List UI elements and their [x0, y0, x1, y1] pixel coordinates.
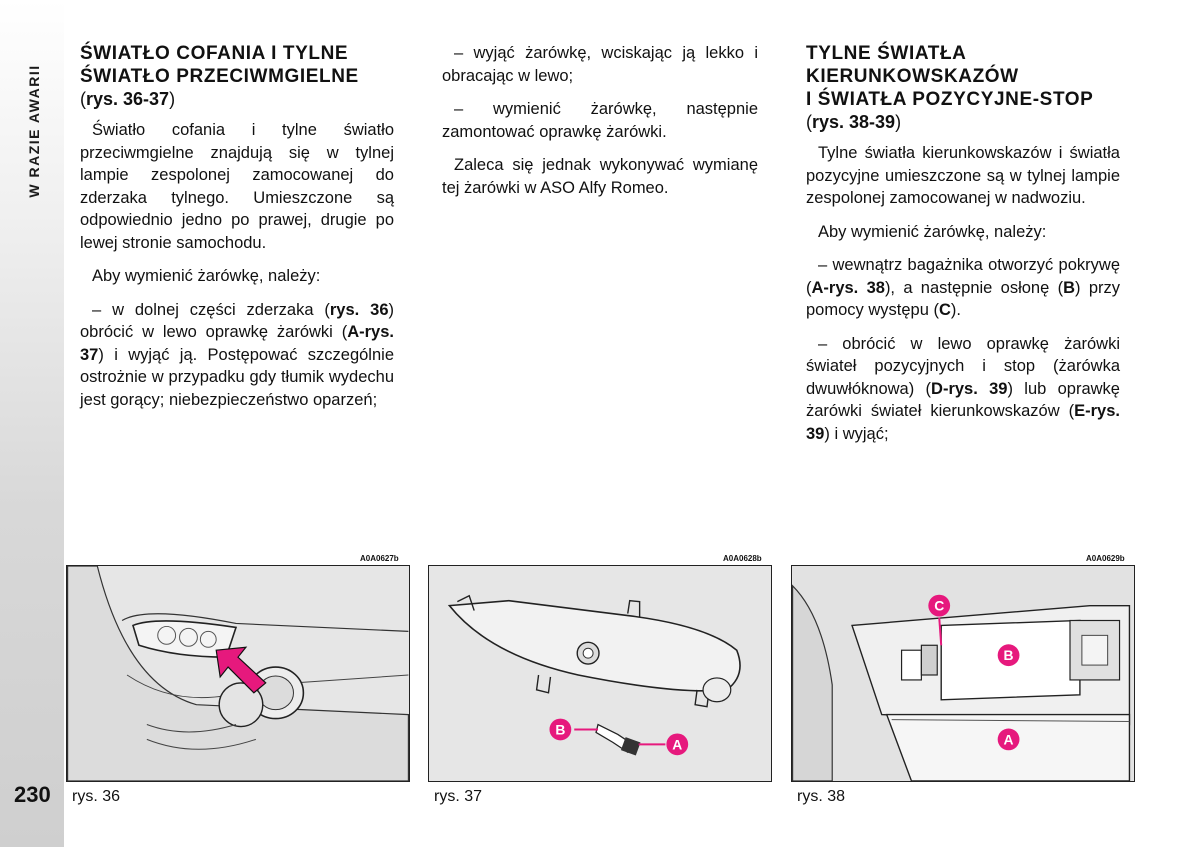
paragraph: – w dolnej części zderzaka (rys. 36) obrócić w lewo oprawkę żarówki (A-rys. 37) i wyjąć ją. Postępować szczególnie ostrożnie w przypadku gdy tłumik wydechu jest gorący; niebezpieczeństwo oparzeń;: [80, 300, 394, 409]
svg-text:A: A: [672, 736, 683, 753]
svg-text:B: B: [555, 721, 566, 738]
paragraph: Aby wymienić żarówkę, należy:: [818, 222, 1047, 241]
heading-figure-ref: rys. 36-37: [86, 89, 170, 109]
paragraph: Tylne światła kierunkowskazów i światła pozycyjne umieszczone są w tylnej lampie zespolonej zamocowanej w nadwoziu.: [806, 144, 1120, 207]
figure-ref: D-rys. 39: [931, 379, 1008, 398]
figure-code: A0A0627b: [360, 554, 399, 563]
bumper-illustration: [67, 566, 409, 781]
figure-rys-36: [66, 565, 410, 782]
figure-ref: rys. 36: [329, 300, 389, 319]
paragraph: – wymienić żarówkę, następnie zamontować oprawkę żarówki.: [442, 100, 758, 141]
callout-b: [998, 644, 1020, 666]
section-label: W RAZIE AWARII: [26, 64, 42, 198]
svg-text:C: C: [934, 597, 945, 614]
figure-caption: rys. 37: [434, 788, 483, 805]
trunk-illustration: [792, 566, 1134, 781]
heading-figure-ref: rys. 38-39: [812, 112, 896, 132]
callout-c: [928, 595, 950, 617]
lamp-housing-illustration: [429, 566, 771, 781]
svg-text:A: A: [1003, 731, 1014, 748]
column-1: [80, 42, 394, 422]
figure-ref: E-rys. 39: [806, 402, 1120, 443]
column-2: [442, 42, 758, 210]
sidebar: [0, 0, 64, 847]
figure-ref: A-rys. 38: [811, 278, 885, 297]
svg-text:B: B: [1003, 647, 1014, 664]
figure-caption: rys. 36: [72, 788, 121, 805]
section-heading-1: ŚWIATŁO COFANIA I TYLNE ŚWIATŁO PRZECIWMGIELNE (rys. 36-37): [80, 43, 359, 109]
figure-caption: rys. 38: [797, 788, 846, 805]
callout-b: [549, 719, 571, 741]
figure-rys-37: [428, 565, 772, 782]
figure-ref: A-rys. 37: [80, 323, 394, 364]
section-heading-2: TYLNE ŚWIATŁA KIERUNKOWSKAZÓW I ŚWIATŁA POZYCYJNE-STOP (rys. 38-39): [806, 43, 1094, 132]
callout-a: [666, 733, 688, 755]
paragraph: Zaleca się jednak wykonywać wymianę tej żarówki w ASO Alfy Romeo.: [442, 156, 758, 197]
figure-rys-38: [791, 565, 1135, 782]
page-number: 230: [14, 782, 51, 807]
paragraph: Światło cofania i tylne światło przeciwmgielne znajdują się w tylnej lampie zespolonej zamocowanej do zderzaka tylnego. Umieszczone są odpowiednio jedno po prawej, drugie po lewej stronie samochodu.: [80, 121, 394, 252]
paragraph: – wyjąć żarówkę, wciskając ją lekko i obracając w lewo;: [442, 44, 758, 85]
paragraph: – obrócić w lewo oprawkę żarówki świateł pozycyjnych i stop (żarówka dwuwłóknowa) (D-rys. 39) lub oprawkę żarówki świateł kierunkowskazów (E-rys. 39) i wyjąć;: [806, 334, 1120, 443]
column-3: [806, 42, 1120, 456]
paragraph: Aby wymienić żarówkę, należy:: [92, 267, 321, 285]
callout-a: [998, 728, 1020, 750]
figure-code: A0A0628b: [723, 554, 762, 563]
paragraph: – wewnątrz bagażnika otworzyć pokrywę (A-rys. 38), a następnie osłonę (B) przy pomocy występu (C).: [806, 256, 1120, 319]
figure-code: A0A0629b: [1086, 554, 1125, 563]
